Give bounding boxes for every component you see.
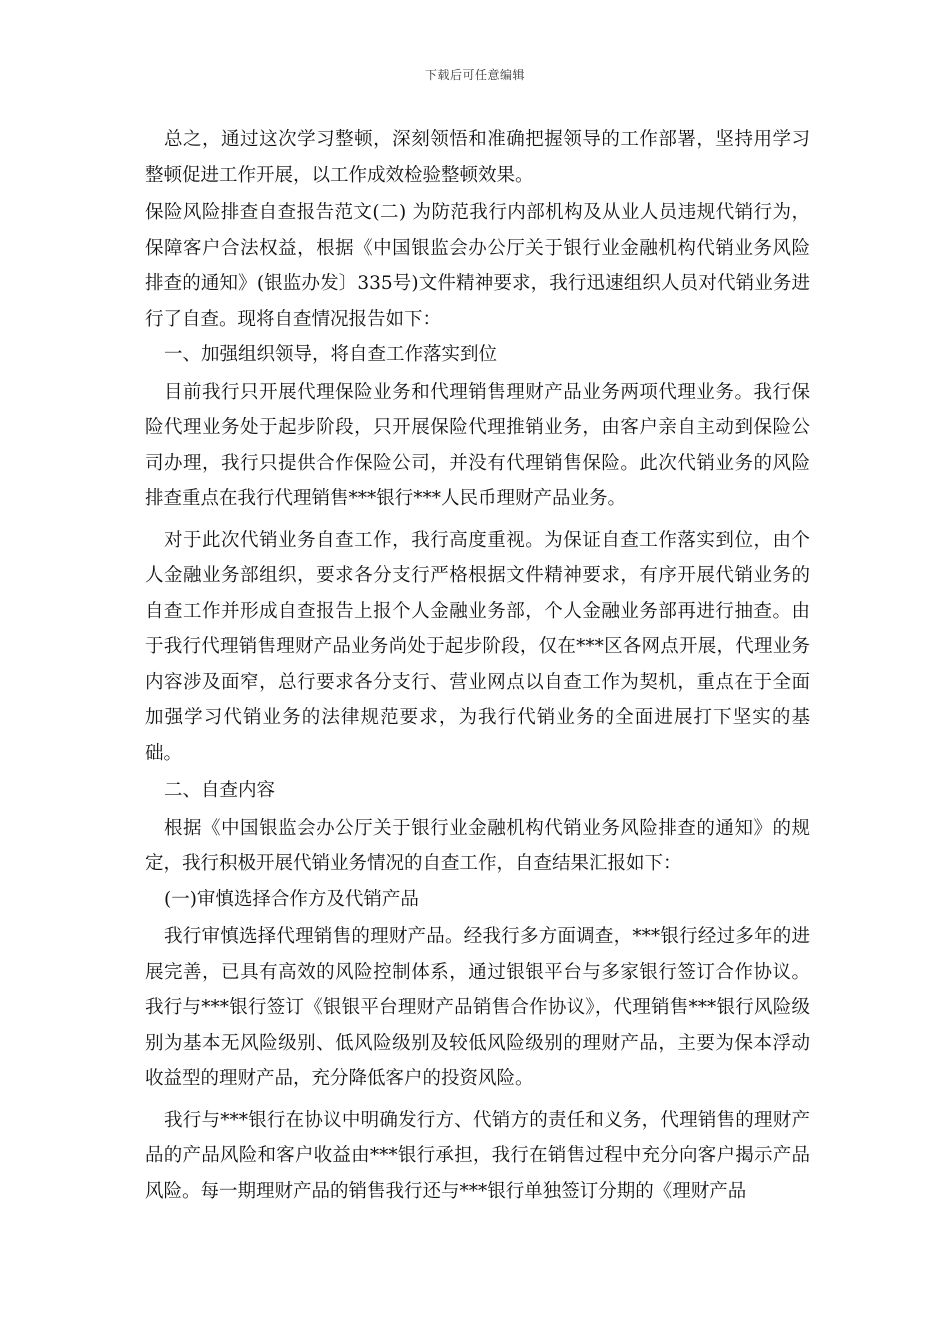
paragraph-summary: 总之，通过这次学习整顿，深刻领悟和准确把握领导的工作部署，坚持用学习整顿促进工作开展，以工作成效检验整顿效果。 [145,129,810,186]
header-note: 下载后可任意编辑 [424,68,525,82]
document-body [145,122,810,1209]
section-heading-2: 二、自查内容 [164,780,276,801]
paragraph-report-intro: 保险风险排查自查报告范文(二) 为防范我行内部机构及从业人员违规代销行为，保障客户合法权益，根据《中国银监会办公厅关于银行业金融机构代销业务风险排查的通知》(银监办发〕335号)文件精神要求，我行迅速组织人员对代销业务进行了自查。现将自查情况报告如下： [145,202,810,330]
paragraph-business-scope: 目前我行只开展代理保险业务和代理销售理财产品业务两项代理业务。我行保险代理业务处于起步阶段，只开展保险代理推销业务，由客户亲自主动到保险公司办理，我行只提供合作保险公司，并没有代理销售保险。此次代销业务的风险排查重点在我行代理销售***银行***人民币理财产品业务。 [145,381,810,509]
paragraph-product-selection: 我行审慎选择代理销售的理财产品。经我行多方面调查，***银行经过多年的进展完善，已具有高效的风险控制体系，通过银银平台与多家银行签订合作协议。我行与***银行签订《银银平台理财产品销售合作协议》，代理销售***银行风险级别为基本无风险级别、低风险级别及较低风险级别的理财产品，主要为保本浮动收益型的理财产品，充分降低客户的投资风险。 [145,926,810,1089]
subsection-heading-1: (一)审慎选择合作方及代销产品 [164,888,419,910]
paragraph-regulation: 根据《中国银监会办公厅关于银行业金融机构代销业务风险排查的通知》的规定，我行积极开展代销业务情况的自查工作，自查结果汇报如下： [145,817,810,874]
paragraph-self-check-work: 对于此次代销业务自查工作，我行高度重视。为保证自查工作落实到位，由个人金融业务部组织，要求各分支行严格根据文件精神要求，有序开展代销业务的自查工作并形成自查报告上报个人金融业务部，个人金融业务部再进行抽查。由于我行代理销售理财产品业务尚处于起步阶段，仅在***区各网点开展，代理业务内容涉及面窄，总行要求各分支行、营业网点以自查工作为契机，重点在于全面加强学习代销业务的法律规范要求，为我行代销业务的全面进展打下坚实的基础。 [145,529,810,764]
section-heading-1: 一、加强组织领导，将自查工作落实到位 [164,344,498,365]
paragraph-responsibilities: 我行与***银行在协议中明确发行方、代销方的责任和义务，代理销售的理财产品的产品风险和客户收益由***银行承担，我行在销售过程中充分向客户揭示产品风险。每一期理财产品的销售我行还与***银行单独签订分期的《理财产品 [145,1109,810,1202]
